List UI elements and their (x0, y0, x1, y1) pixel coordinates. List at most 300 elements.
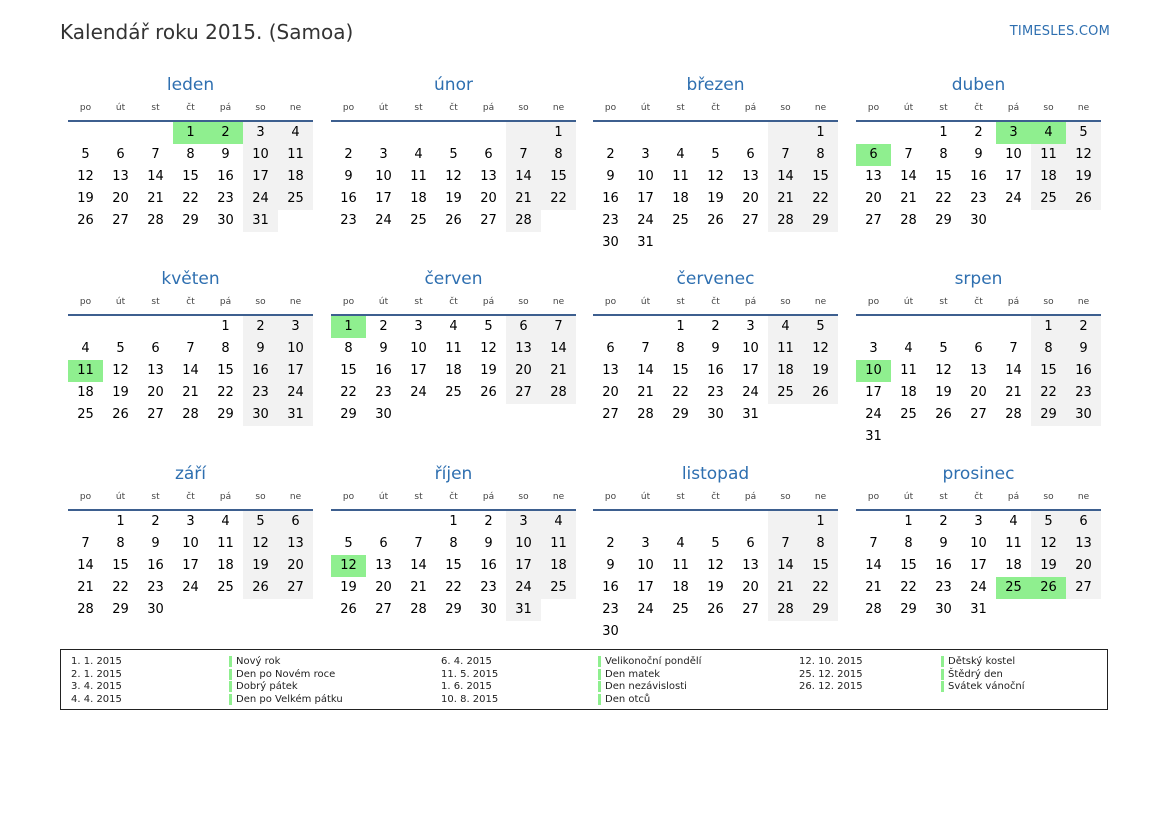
empty-cell (663, 122, 698, 144)
day-cell: 5 (1066, 122, 1101, 144)
day-cell: 1 (541, 122, 576, 144)
day-cell: 23 (340, 213, 357, 228)
weekday-label: čt (449, 103, 458, 113)
month-name: červen (424, 269, 483, 289)
day-cell: 12 (112, 363, 129, 378)
day-cell: 15 (803, 166, 838, 188)
day-cell: 26 (340, 602, 357, 617)
weekday-header (593, 290, 838, 316)
day-cell: 3 (641, 147, 650, 162)
day-cell: 31 (506, 599, 541, 621)
day-cell: 9 (974, 147, 983, 162)
day-cell: 22 (803, 577, 838, 599)
month-7 (593, 266, 838, 426)
day-cell: 22 (340, 385, 357, 400)
weekday-label: čt (449, 492, 458, 502)
day-cell: 7 (904, 147, 913, 162)
day-cell: 14 (900, 169, 917, 184)
day-cell: 24 (243, 188, 278, 210)
day-cell: 27 (112, 213, 129, 228)
day-grid (856, 511, 1101, 621)
weekday-label: po (79, 297, 92, 307)
day-cell: 22 (217, 385, 234, 400)
day-cell: 16 (602, 191, 619, 206)
month-3 (593, 72, 838, 254)
day-cell: 22 (182, 191, 199, 206)
legend-name: Den po Velkém pátku (236, 693, 343, 705)
weekday-label: pá (1007, 297, 1020, 307)
weekday-label: po (342, 492, 355, 502)
empty-cell (768, 511, 803, 533)
empty-cell (331, 511, 366, 533)
weekday-label: pá (744, 492, 757, 502)
weekday-label: so (255, 103, 266, 113)
weekday-label: čt (449, 297, 458, 307)
day-cell: 14 (77, 558, 94, 573)
day-cell: 13 (278, 533, 313, 555)
day-cell: 25 (900, 407, 917, 422)
empty-cell (891, 316, 926, 338)
day-cell: 5 (81, 147, 90, 162)
day-cell: 21 (506, 188, 541, 210)
empty-cell (698, 122, 733, 144)
day-cell: 7 (768, 144, 803, 166)
day-cell: 18 (672, 191, 689, 206)
day-cell: 1 (449, 514, 458, 529)
day-cell: 8 (344, 341, 353, 356)
day-cell: 13 (375, 558, 392, 573)
weekday-label: pá (744, 297, 757, 307)
legend-date: 25. 12. 2015 (799, 668, 863, 680)
day-cell: 7 (541, 316, 576, 338)
weekday-label: pá (482, 103, 495, 113)
day-cell: 4 (1009, 514, 1018, 529)
weekday-header (331, 96, 576, 122)
weekday-label: pá (219, 297, 232, 307)
day-cell: 3 (278, 316, 313, 338)
day-cell: 1 (904, 514, 913, 529)
weekday-label: so (518, 297, 529, 307)
weekday-label: čt (186, 103, 195, 113)
day-cell: 7 (81, 536, 90, 551)
weekday-label: út (115, 492, 126, 502)
holiday-day: 26 (1031, 577, 1066, 599)
day-cell: 19 (480, 363, 497, 378)
day-cell: 17 (637, 191, 654, 206)
day-cell: 23 (602, 213, 619, 228)
day-cell: 30 (970, 213, 987, 228)
day-cell: 24 (637, 602, 654, 617)
day-cell: 1 (939, 125, 948, 140)
weekday-label: st (414, 297, 423, 307)
empty-cell (68, 511, 103, 533)
day-cell: 18 (278, 166, 313, 188)
day-cell: 20 (112, 191, 129, 206)
weekday-label: čt (974, 103, 983, 113)
day-cell: 12 (445, 169, 462, 184)
day-cell: 11 (541, 533, 576, 555)
weekday-label: so (518, 492, 529, 502)
holiday-legend (60, 649, 1108, 710)
day-cell: 28 (768, 599, 803, 621)
day-cell: 8 (541, 144, 576, 166)
empty-cell (593, 122, 628, 144)
holiday-day: 1 (331, 316, 366, 338)
day-cell: 8 (221, 341, 230, 356)
weekday-label: út (115, 297, 126, 307)
day-cell: 19 (243, 555, 278, 577)
day-cell: 15 (541, 166, 576, 188)
weekday-label: út (903, 297, 914, 307)
day-cell: 28 (865, 602, 882, 617)
weekday-label: ne (814, 297, 827, 307)
day-cell: 30 (1066, 404, 1101, 426)
day-grid (593, 122, 838, 254)
day-cell: 22 (935, 191, 952, 206)
day-cell: 6 (974, 341, 983, 356)
weekday-label: pá (1007, 492, 1020, 502)
day-cell: 4 (81, 341, 90, 356)
day-cell: 30 (375, 407, 392, 422)
day-cell: 28 (77, 602, 94, 617)
day-cell: 29 (217, 407, 234, 422)
month-name: květen (161, 269, 220, 289)
weekday-label: po (867, 492, 880, 502)
legend-name: Nový rok (236, 656, 281, 667)
day-cell: 8 (676, 341, 685, 356)
day-cell: 30 (243, 404, 278, 426)
empty-cell (768, 122, 803, 144)
month-name: září (174, 464, 207, 484)
weekday-label: ne (814, 492, 827, 502)
day-cell: 8 (803, 533, 838, 555)
day-cell: 7 (768, 533, 803, 555)
weekday-label: pá (482, 297, 495, 307)
day-cell: 18 (445, 363, 462, 378)
empty-cell (856, 511, 891, 533)
day-cell: 23 (147, 580, 164, 595)
weekday-header (856, 485, 1101, 511)
weekday-label: so (780, 297, 791, 307)
day-cell: 8 (186, 147, 195, 162)
day-cell: 30 (602, 235, 619, 250)
day-cell: 9 (606, 558, 615, 573)
legend-marker (598, 669, 601, 680)
day-cell: 11 (445, 341, 462, 356)
legend-name: Dobrý pátek (236, 681, 298, 693)
day-cell: 4 (449, 319, 458, 334)
day-cell: 23 (935, 580, 952, 595)
day-cell: 5 (484, 319, 493, 334)
day-grid (68, 122, 313, 232)
day-cell: 16 (1066, 360, 1101, 382)
day-cell: 9 (379, 341, 388, 356)
empty-cell (68, 122, 103, 144)
day-cell: 23 (375, 385, 392, 400)
day-cell: 27 (602, 407, 619, 422)
weekday-header (68, 290, 313, 316)
day-cell: 9 (711, 341, 720, 356)
weekday-label: ne (552, 492, 565, 502)
day-cell: 11 (672, 169, 689, 184)
day-cell: 17 (375, 191, 392, 206)
empty-cell (926, 316, 961, 338)
day-cell: 31 (278, 404, 313, 426)
day-cell: 13 (480, 169, 497, 184)
day-cell: 17 (865, 385, 882, 400)
empty-cell (996, 316, 1031, 338)
weekday-label: út (378, 492, 389, 502)
day-cell: 10 (637, 558, 654, 573)
empty-cell (401, 511, 436, 533)
empty-cell (856, 316, 891, 338)
weekday-label: pá (219, 103, 232, 113)
weekday-label: po (867, 103, 880, 113)
day-cell: 29 (935, 213, 952, 228)
day-cell: 16 (480, 558, 497, 573)
legend-date: 12. 10. 2015 (799, 656, 863, 667)
day-cell: 10 (278, 338, 313, 360)
day-cell: 25 (410, 213, 427, 228)
day-cell: 2 (939, 514, 948, 529)
day-cell: 22 (445, 580, 462, 595)
day-cell: 2 (484, 514, 493, 529)
day-cell: 6 (484, 147, 493, 162)
day-cell: 19 (935, 385, 952, 400)
day-cell: 5 (1031, 511, 1066, 533)
month-9 (68, 461, 313, 621)
day-cell: 29 (182, 213, 199, 228)
weekday-label: so (255, 297, 266, 307)
day-cell: 25 (768, 382, 803, 404)
day-cell: 26 (445, 213, 462, 228)
weekday-label: so (780, 492, 791, 502)
day-cell: 18 (410, 191, 427, 206)
month-name: říjen (434, 464, 473, 484)
empty-cell (891, 122, 926, 144)
legend-date: 6. 4. 2015 (441, 656, 492, 667)
legend-name: Štědrý den (948, 668, 1003, 680)
day-cell: 10 (182, 536, 199, 551)
day-cell: 19 (77, 191, 94, 206)
day-cell: 26 (480, 385, 497, 400)
weekday-label: ne (1077, 103, 1090, 113)
day-cell: 28 (768, 210, 803, 232)
weekday-label: st (939, 297, 948, 307)
day-cell: 31 (865, 429, 882, 444)
legend-marker (941, 656, 944, 667)
day-grid (593, 511, 838, 643)
day-cell: 16 (243, 360, 278, 382)
month-name: srpen (954, 269, 1003, 289)
day-cell: 28 (506, 210, 541, 232)
weekday-label: so (518, 103, 529, 113)
empty-cell (593, 316, 628, 338)
day-cell: 21 (768, 577, 803, 599)
month-10 (331, 461, 576, 621)
weekday-header (593, 96, 838, 122)
day-cell: 20 (742, 580, 759, 595)
day-cell: 8 (449, 536, 458, 551)
day-cell: 2 (1066, 316, 1101, 338)
day-cell: 14 (865, 558, 882, 573)
day-cell: 5 (711, 536, 720, 551)
month-name: leden (166, 75, 215, 95)
weekday-label: so (780, 103, 791, 113)
day-cell: 14 (410, 558, 427, 573)
month-name: prosinec (942, 464, 1015, 484)
day-cell: 19 (1031, 555, 1066, 577)
day-cell: 19 (340, 580, 357, 595)
legend-date: 2. 1. 2015 (71, 668, 122, 680)
day-cell: 14 (768, 166, 803, 188)
day-cell: 15 (935, 169, 952, 184)
empty-cell (138, 316, 173, 338)
legend-name: Den nezávislosti (605, 681, 687, 693)
day-cell: 20 (278, 555, 313, 577)
legend-date: 1. 1. 2015 (71, 656, 122, 667)
weekday-label: út (378, 297, 389, 307)
weekday-label: po (79, 103, 92, 113)
day-cell: 1 (1031, 316, 1066, 338)
day-cell: 9 (606, 169, 615, 184)
day-cell: 18 (217, 558, 234, 573)
day-cell: 8 (803, 144, 838, 166)
weekday-label: pá (744, 103, 757, 113)
weekday-label: st (151, 103, 160, 113)
holiday-day: 3 (996, 122, 1031, 144)
legend-date: 10. 8. 2015 (441, 693, 499, 705)
legend-marker (229, 681, 232, 692)
weekday-label: ne (1077, 492, 1090, 502)
day-cell: 4 (414, 147, 423, 162)
day-cell: 21 (410, 580, 427, 595)
day-cell: 24 (1005, 191, 1022, 206)
day-cell: 24 (375, 213, 392, 228)
legend-date: 1. 6. 2015 (441, 681, 492, 693)
day-grid (68, 511, 313, 621)
day-cell: 27 (742, 602, 759, 617)
weekday-label: čt (186, 297, 195, 307)
day-cell: 17 (410, 363, 427, 378)
day-cell: 2 (344, 147, 353, 162)
legend-date: 3. 4. 2015 (71, 681, 122, 693)
day-cell: 27 (147, 407, 164, 422)
day-cell: 22 (672, 385, 689, 400)
empty-cell (366, 511, 401, 533)
day-cell: 3 (186, 514, 195, 529)
day-cell: 23 (707, 385, 724, 400)
day-cell: 28 (410, 602, 427, 617)
empty-cell (436, 122, 471, 144)
day-cell: 1 (676, 319, 685, 334)
day-cell: 7 (869, 536, 878, 551)
legend-marker (598, 694, 601, 705)
day-cell: 12 (1066, 144, 1101, 166)
day-cell: 13 (147, 363, 164, 378)
day-cell: 12 (707, 169, 724, 184)
day-cell: 13 (865, 169, 882, 184)
day-cell: 25 (278, 188, 313, 210)
day-cell: 21 (1005, 385, 1022, 400)
weekday-header (68, 485, 313, 511)
day-cell: 14 (1005, 363, 1022, 378)
month-name: duben (951, 75, 1006, 95)
day-cell: 2 (243, 316, 278, 338)
day-cell: 16 (147, 558, 164, 573)
day-cell: 20 (865, 191, 882, 206)
day-cell: 11 (900, 363, 917, 378)
legend-marker (229, 694, 232, 705)
day-cell: 29 (900, 602, 917, 617)
month-12 (856, 461, 1101, 621)
day-cell: 20 (480, 191, 497, 206)
day-cell: 27 (480, 213, 497, 228)
day-cell: 29 (340, 407, 357, 422)
day-cell: 10 (637, 169, 654, 184)
day-cell: 29 (803, 210, 838, 232)
holiday-day: 1 (173, 122, 208, 144)
day-cell: 15 (340, 363, 357, 378)
day-cell: 2 (606, 536, 615, 551)
day-cell: 26 (77, 213, 94, 228)
weekday-label: st (151, 492, 160, 502)
holiday-day: 12 (331, 555, 366, 577)
day-cell: 23 (217, 191, 234, 206)
day-cell: 25 (672, 213, 689, 228)
month-2 (331, 72, 576, 232)
weekday-label: čt (711, 103, 720, 113)
day-cell: 21 (77, 580, 94, 595)
day-cell: 29 (445, 602, 462, 617)
day-cell: 28 (1005, 407, 1022, 422)
day-cell: 27 (1066, 577, 1101, 599)
empty-cell (471, 122, 506, 144)
day-cell: 3 (506, 511, 541, 533)
day-cell: 14 (541, 338, 576, 360)
day-cell: 30 (602, 624, 619, 639)
day-cell: 10 (243, 144, 278, 166)
day-cell: 2 (711, 319, 720, 334)
weekday-label: st (676, 492, 685, 502)
day-cell: 11 (672, 558, 689, 573)
day-cell: 9 (151, 536, 160, 551)
day-cell: 12 (707, 558, 724, 573)
day-cell: 1 (803, 511, 838, 533)
day-cell: 10 (742, 341, 759, 356)
day-cell: 15 (217, 363, 234, 378)
day-cell: 16 (970, 169, 987, 184)
day-cell: 29 (672, 407, 689, 422)
day-cell: 25 (77, 407, 94, 422)
day-cell: 11 (768, 338, 803, 360)
day-cell: 23 (1066, 382, 1101, 404)
brand-link[interactable]: TIMESLES.COM (1009, 24, 1110, 39)
day-cell: 4 (676, 147, 685, 162)
day-cell: 24 (182, 580, 199, 595)
day-cell: 16 (707, 363, 724, 378)
weekday-label: po (604, 103, 617, 113)
day-cell: 27 (506, 382, 541, 404)
empty-cell (698, 511, 733, 533)
day-cell: 27 (865, 213, 882, 228)
day-cell: 11 (1031, 144, 1066, 166)
day-cell: 9 (939, 536, 948, 551)
day-cell: 4 (541, 511, 576, 533)
day-cell: 24 (410, 385, 427, 400)
day-cell: 5 (939, 341, 948, 356)
empty-cell (733, 511, 768, 533)
